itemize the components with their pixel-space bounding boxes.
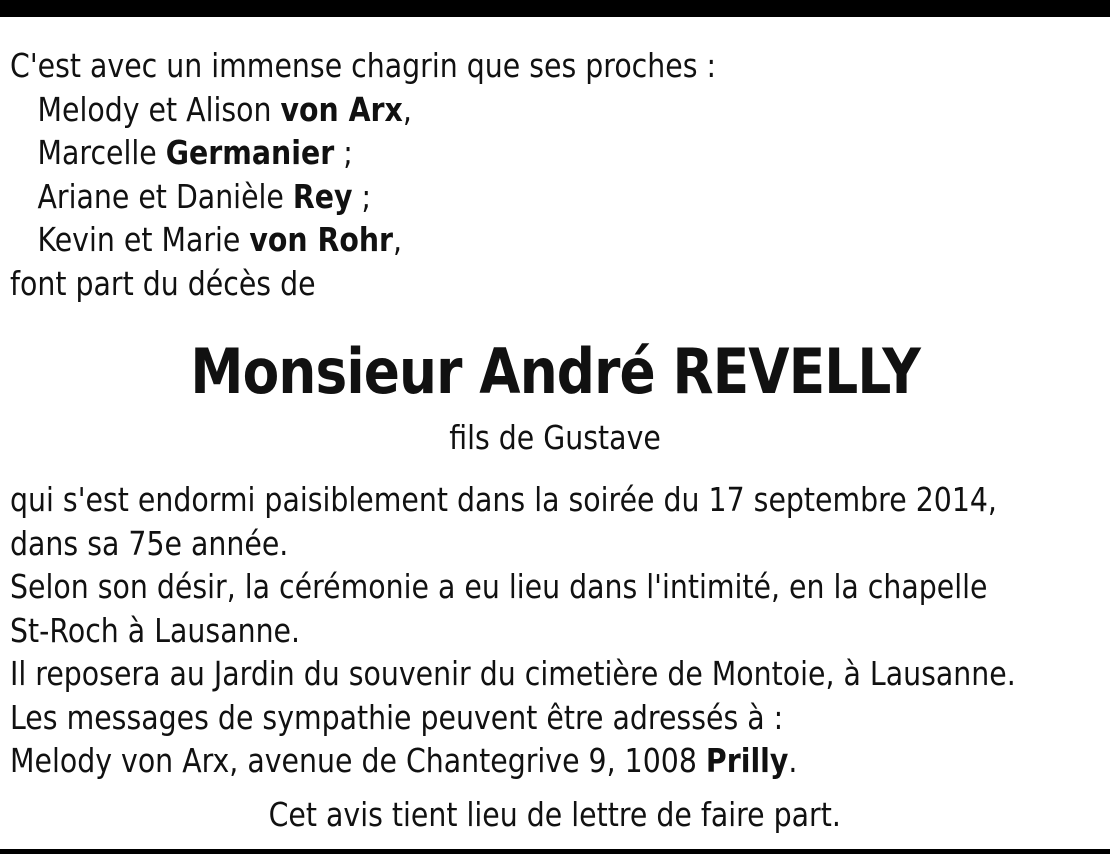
announce-line: font part du décès de — [10, 263, 316, 303]
relative-line — [10, 175, 1100, 219]
relative-family-name: Rey — [292, 176, 353, 216]
top-border — [0, 0, 1110, 17]
detail-line: Selon son désir, la cérémonie a eu lieu dans l'intimité, en la chapelle — [10, 567, 988, 606]
relative-line — [10, 88, 1100, 132]
relative-family-name: von Rohr — [249, 220, 394, 259]
relative-line — [10, 218, 1100, 262]
relative-given-names: Melody et Alison — [37, 89, 281, 129]
relative-line — [10, 131, 1100, 175]
closing-text: Cet avis tient lieu de lettre de faire part. — [268, 795, 842, 834]
deceased-name-text: Monsieur André REVELLY — [190, 335, 920, 408]
relative-given-names: Marcelle — [37, 133, 166, 172]
relative-separator: , — [402, 89, 412, 129]
intro-block — [10, 44, 1100, 305]
relative-given-names: Kevin et Marie — [37, 220, 250, 259]
detail-line: dans sa 75e année. — [10, 523, 289, 563]
deceased-name — [0, 336, 1110, 408]
relative-family-name: von Arx — [280, 89, 403, 129]
detail-line: Les messages de sympathie peuvent être adressés à : — [10, 697, 784, 737]
relative-separator: ; — [352, 176, 372, 216]
detail-line: Il reposera au Jardin du souvenir du cimetière de Montoie, à Lausanne. — [10, 654, 1016, 693]
details-block — [10, 478, 1100, 783]
address-line — [10, 739, 1100, 783]
closing-line — [0, 793, 1110, 837]
address-city: Prilly — [705, 741, 789, 780]
relative-separator: , — [393, 220, 403, 259]
detail-line: qui s'est endormi paisiblement dans la soirée du 17 septembre 2014, — [10, 480, 997, 519]
address-end: . — [788, 741, 798, 780]
address-text: Melody von Arx, avenue de Chantegrive 9, 1008 — [10, 741, 706, 780]
relative-family-name: Germanier — [165, 133, 335, 172]
bottom-border — [0, 849, 1110, 854]
parent-line — [0, 416, 1110, 460]
detail-line: St-Roch à Lausanne. — [10, 610, 301, 650]
relative-separator: ; — [334, 133, 353, 172]
intro-line: C'est avec un immense chagrin que ses proches : — [10, 46, 717, 85]
parent-text: fils de Gustave — [449, 418, 661, 457]
relative-given-names: Ariane et Danièle — [37, 176, 293, 216]
